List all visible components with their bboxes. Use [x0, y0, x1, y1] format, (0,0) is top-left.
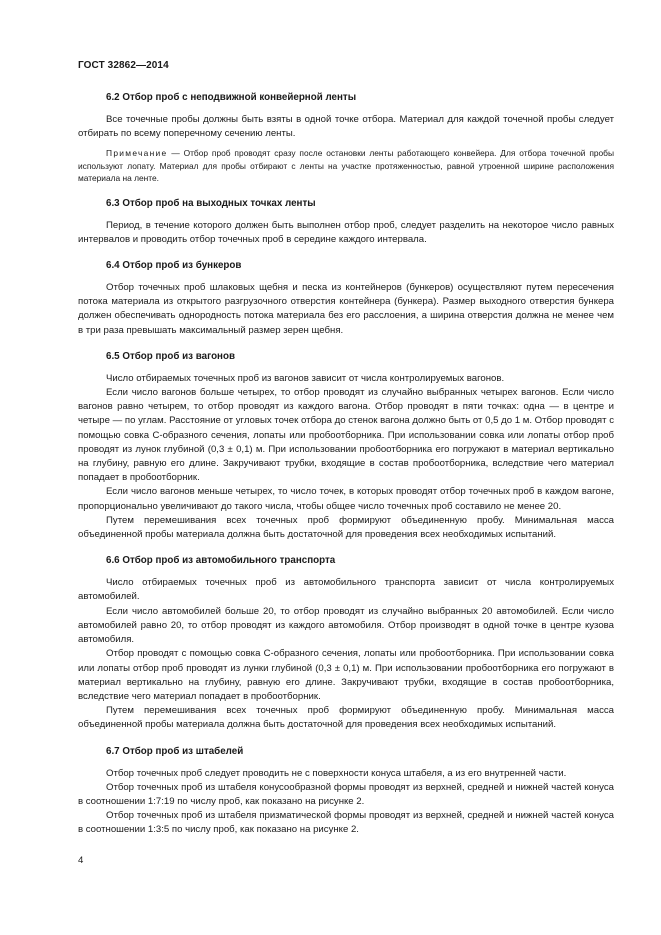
section-6-6-paragraph-4: Путем перемешивания всех точечных проб формируют объединенную пробу. Минимальная масса объединенной пробы материала должна быть достаточной для проведения всех необходимых испытаний. — [78, 705, 614, 731]
document-body — [78, 91, 614, 838]
section-6-3-paragraph-1: Период, в течение которого должен быть выполнен отбор проб, следует разделить на некоторое число равных интервалов и проводить отбор точечных проб в середине каждого интервала. — [78, 219, 614, 245]
section-6-7-title: 6.7 Отбор проб из штабелей — [106, 745, 244, 757]
section-6-2-title: 6.2 Отбор проб с неподвижной конвейерной ленты — [106, 92, 357, 103]
page-number: 4 — [78, 855, 84, 866]
section-6-2-note — [78, 147, 614, 184]
section-6-5-title: 6.5 Отбор проб из вагонов — [106, 350, 235, 362]
section-6-3-title: 6.3 Отбор проб на выходных точках ленты — [106, 197, 316, 209]
section-6-6-paragraph-3: Отбор проводят с помощью совка С-образного сечения, лопаты или пробоотборника. При использовании совка или лопаты отбор проб проводят из лунки глубиной (0,3 ± 0,1) м. При использовании пробоотборника его погружают в материал вертикально на глубину, равную его длине. Закручивают трубки, входящие в состав пробоотборника, вследствие чего материал попадает в пробоотборник. — [78, 648, 614, 702]
section-6-5-paragraph-3: Если число вагонов меньше четырех, то число точек, в которых проводят отбор точечных проб в каждом вагоне, пропорционально увеличивают до такого числа, чтобы общее число точечных проб составило не менее 20. — [78, 486, 614, 512]
section-6-4-paragraph-1: Отбор точечных проб шлаковых щебня и песка из контейнеров (бункеров) осуществляют путем пересечения потока материала из открытого разгрузочного отверстия контейнера (бункера). Размер выходного отверстия бункера должен обеспечивать однородность потока материала без его расслоения, а ширина отверстия должна не менее чем в три раза превышать максимальный размер зерен щебня. — [78, 282, 614, 336]
section-6-6-title: 6.6 Отбор проб из автомобильного транспорта — [106, 555, 336, 567]
document-header: ГОСТ 32862—2014 — [78, 60, 169, 71]
section-6-5-paragraph-1: Число отбираемых точечных проб из вагонов зависит от числа контролируемых вагонов. — [106, 372, 505, 384]
section-6-6-paragraph-2: Если число автомобилей больше 20, то отбор проводят из случайно выбранных 20 автомобилей. Если число автомобилей равно 20, то отбор проводят из каждого автомобиля. Отбор производят в одной точке в центре кузова автомобиля. — [78, 605, 614, 646]
section-6-7-paragraph-3: Отбор точечных проб из штабеля призматической формы проводят из верхней, средней и нижней частей конуса в соотношении 1:3:5 по числу проб, как показано на рисунке 2. — [78, 810, 614, 836]
note-text: — Отбор проб проводят сразу после остановки ленты работающего конвейера. Для отбора точечной пробы используют лопату. Материал для пробы отбирают с ленты на участке протяженностью, равной утроенной ширине расположения материала на ленте. — [78, 148, 614, 184]
section-6-5-paragraph-2: Если число вагонов больше четырех, то отбор проводят из случайно выбранных четырех вагонов. Если число вагонов равно четырем, то отбор проводят из каждого вагона. Отбор проводят в пяти точках: одна — в центре и четыре — по углам. Расстояние от угловых точек отбора до стенок вагона должно быть от 0,5 до 1 м. Отбор проводят с помощью совка С-образного сечения, лопаты или пробоотборника. При использовании совка или лопаты отбор проб проводят из лунок глубиной (0,3 ± 0,1) м. При использовании пробоотборника его погружают в материал вертикально на глубину, равную его длине. Закручивают трубки, входящие в состав пробоотборника, вследствие чего материал попадает в пробоотборник. — [78, 387, 614, 484]
note-label: Примечание — [106, 148, 168, 159]
section-6-7-paragraph-1: Отбор точечных проб следует проводить не с поверхности конуса штабеля, а из его внутренней части. — [106, 767, 567, 779]
section-6-6-paragraph-1: Число отбираемых точечных проб из автомобильного транспорта зависит от числа контролируемых автомобилей. — [78, 577, 614, 603]
section-6-5-paragraph-4: Путем перемешивания всех точечных проб формируют объединенную пробу. Минимальная масса объединенной пробы материала должна быть достаточной для проведения всех необходимых испытаний. — [78, 514, 614, 541]
section-6-2-paragraph-1: Все точечные пробы должны быть взяты в одной точке отбора. Материал для каждой точечной пробы следует отбирать по всему поперечному сечению ленты. — [78, 114, 614, 140]
section-6-4-title: 6.4 Отбор проб из бункеров — [106, 260, 242, 272]
section-6-7-paragraph-2: Отбор точечных проб из штабеля конусообразной формы проводят из верхней, средней и нижней частей конуса в соотношении 1:7:19 по числу проб, как показано на рисунке 2. — [78, 781, 614, 807]
